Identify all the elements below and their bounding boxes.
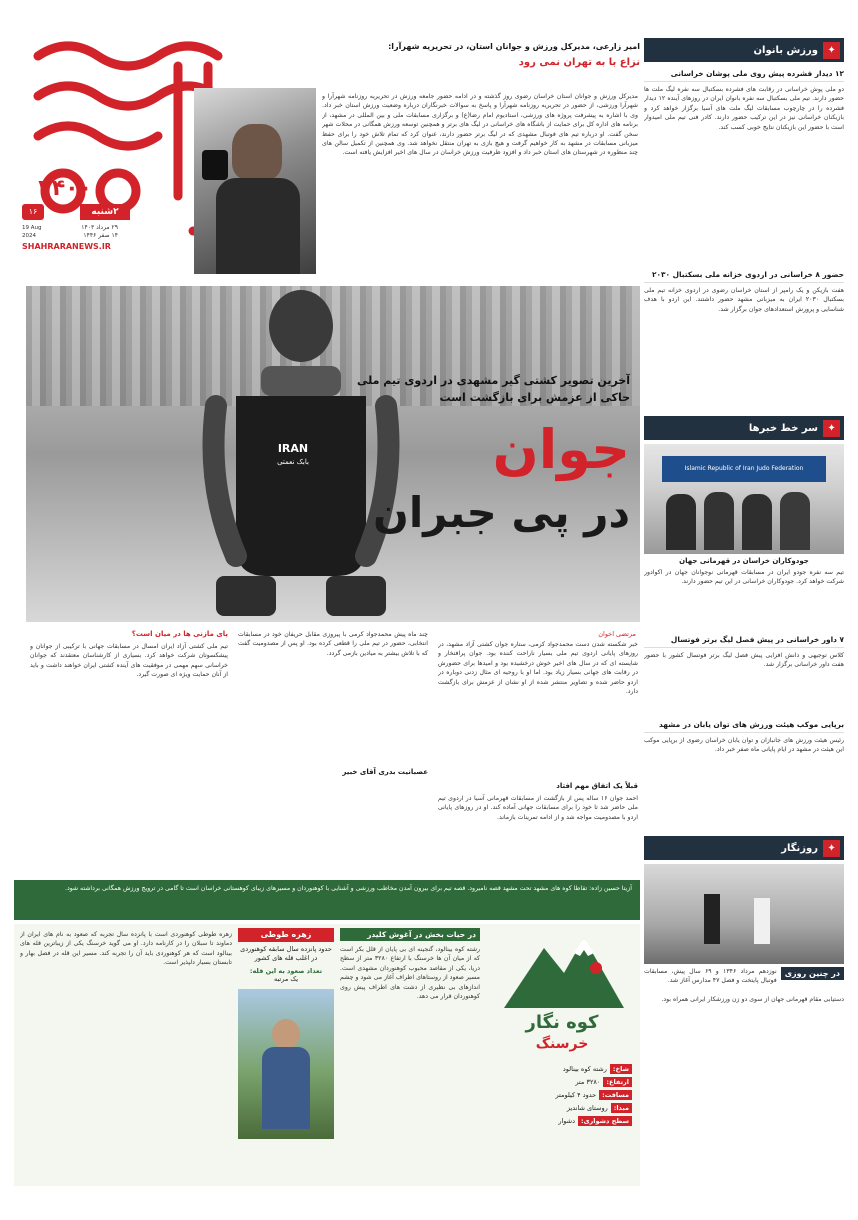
woman-card	[238, 928, 334, 1180]
section-women-sport	[644, 38, 844, 62]
date-ar: ۱۴ صفر ۱۴۴۶	[83, 232, 118, 239]
woman-photo-body	[262, 1047, 310, 1129]
mountain-fact-key: مسافت:	[599, 1090, 632, 1100]
article-col3-body: تیم ملی کشتی آزاد ایران امسال در مسابقات جهانی با ترکیبی از جوانان و پیشکسوتان شرکت خواهد کرد. بسیاری از کارشناسان معتقدند که جوانان خراسانی سهم مهمی در موفقیت های آینده کشتی ایران خواهند داشت و باید از آنان حمایت ویژه ای صورت گیرد.	[30, 643, 228, 679]
section-rooznegar	[644, 836, 844, 860]
article-q2: عصبانیت بدری آقای خبیر	[342, 768, 428, 776]
section-title: ورزش بانوان	[753, 44, 818, 56]
sec5-body: رئیس هیئت ورزش های جانبازان و توان یابان خراسان رضوی از برپایی موکب این هیئت در مشهد در ایام پایانی ماه صفر خبر داد.	[644, 737, 844, 754]
history-caption-row	[644, 967, 844, 995]
mountain-facts-panel	[484, 924, 640, 1186]
player-1	[704, 894, 720, 944]
woman-title: زهره طوطی	[238, 928, 334, 942]
player-2	[754, 898, 770, 944]
mountain-fact-key: شاخ:	[610, 1064, 632, 1074]
history-photo	[644, 864, 844, 964]
mountain-fact-value: حدود ۴ کیلومتر	[555, 1091, 597, 1099]
jersey-name: بابک نعمتی	[277, 458, 309, 466]
article-q3: پای مازنی ها در میان است؟	[131, 630, 228, 638]
date-fa: ۲۹ مرداد ۱۴۰۳	[81, 224, 118, 231]
section-headlines	[644, 416, 844, 440]
mountain-fact-value: دشوار	[558, 1117, 575, 1125]
mountain-facts	[492, 1064, 632, 1129]
woman-count-label: تعداد صعود به این قله:	[249, 967, 323, 975]
lead-kicker: امیر زارعی، مدیرکل ورزش و جوانان استان، در تحریریه شهرآرا:	[388, 42, 640, 51]
pages-badge: ۱۶	[22, 204, 44, 220]
mountain-label: کوه نگار	[525, 1012, 599, 1033]
mountain-fact-row	[492, 1103, 632, 1113]
woman-photo	[238, 989, 334, 1139]
lead-photo-person	[232, 124, 282, 180]
mountain-fact-row	[492, 1116, 632, 1126]
lead-photo	[194, 88, 316, 274]
date-en: 19 Aug 2024	[22, 225, 42, 239]
mountain-intro: آزیتا حسین زاده: تقاطا کوه های مشهد تحت مشهد قصه نامیرود. قصه تیم برای بیرون آمدن مخاطب ورزشی و آشنایی با کوهنوردان و مسیرهای زیبای کوهستانی خراسان است تا گامی در ترویج ورزش همگانی برداشته شود.	[64, 885, 632, 892]
mountain-intro-bar	[14, 880, 640, 920]
judo-banner: Islamic Republic of Iran Judo Federation	[662, 456, 826, 482]
hero-subtitle: آخرین تصویر کشتی گیر مشهدی در اردوی تیم ملی حاکی از عزمش برای بازگشت است	[356, 374, 630, 404]
jersey-iran: IRAN	[277, 442, 309, 455]
judoka-2	[704, 492, 734, 550]
lead-headline: نزاع با به تهران نمی رود	[518, 57, 640, 68]
article-author: مرتضی اخوان	[598, 630, 636, 638]
section-title: سر خط خبرها	[748, 422, 818, 434]
mountain-fact-key: مبدا:	[611, 1103, 632, 1113]
sec1-headline: ۱۲ دیدار فشرده پیش روی ملی پوشان خراسانی	[644, 68, 844, 82]
hero-title-line1: جوان	[492, 418, 630, 481]
lead-body: مدیرکل ورزش و جوانان استان خراسان رضوی روز گذشته و در ادامه حضور جامعه ورزش در تحریریه روزنامه شهرآرا و شهرآرا ورزشی، از حضور در تحریریه روزنامه شهرآرا و پاسخ به سوالات خبرنگاران درباره وضعیت ورزش استان خبر داد. وی با اشاره به پیشرفت پروژه های ورزشی، استادیوم امام رضا(ع) و برگزاری مسابقات ملی و بین المللی در مشهد، از برنامه های اداره کل برای حمایت از باشگاه های خراسانی در لیگ های برتر و همچنین توسعه ورزش همگانی در محلات شهر سخن گفت. او درباره تیم های فوتبال مشهدی که در لیگ برتر حضور دارند، عنوان کرد که تمام تلاش خود را برای حفظ میزبانی مسابقات در مشهد به کار خواهیم گرفت و هیچ بازی به تهران منتقل نخواهد شد. وی همچنین از تکمیل سالن های چند منظوره در شهرستان های استان خبر داد و افزود ظرفیت ورزش خراسان در سال های اخیر افزایش یافته است.	[322, 93, 638, 157]
day-badge: ۲شنبه	[80, 204, 130, 220]
history-caption: نوزدهم مرداد ۱۳۴۶ و ۶۹ سال پیش، مسابقات فوتبال پایتخت و فصل ۴۷ مدارس آغاز شد.	[644, 968, 777, 985]
woman-photo-head	[272, 1019, 300, 1049]
wrestler-article	[26, 626, 640, 876]
sec4-headline: ۷ داور خراسانی در پیش فصل لیگ برتر فوتسال	[644, 634, 844, 648]
sec2-body: هفت بازیکن و یک رامپر از استان خراسان رضوی در اردوی خزانه تیم ملی بسکتبال ۲۰۳۰ ایران به میزبانی مشهد حضور داشتند. این اردو با هدف شناسایی و پرورش استعدادهای جوان برگزار شد.	[644, 287, 844, 313]
judoka-1	[666, 494, 696, 550]
sec5-headline: برپایی موکب هیئت ورزش های توان یابان در مشهد	[644, 719, 844, 733]
mountain-icon	[504, 928, 624, 1008]
article-q1: قبلاً یک اتفاق مهم افتاد	[556, 782, 638, 790]
section-title: روزنگار	[781, 842, 818, 854]
article-col1-body2: احمد جوان ۱۶ ساله پس از بازگشت از مسابقات قهرمانی آسیا در اردوی تیم ملی حاضر شد تا خود را برای مسابقات جهانی آماده کند. او در روزهای پایانی اردو با مصدومیت مواجه شد و از ادامه تمرینات بازماند.	[438, 795, 638, 821]
right-column	[644, 38, 844, 1188]
mountain-left-body: زهره طوطی کوهنوردی است با پانزده سال تجربه که صعود به نام های ایران از دماوند تا سبلان را در کارنامه دارد. او می گوید خرسنگ یکی از زیباترین قله های بینالود است که هر کوهنوردی باید آن را تجربه کند. مسیر این قله در فصل بهار و تابستان بسیار دلپذیر است.	[20, 931, 232, 967]
mountain-fact-value: رشته کوه بینالود	[562, 1065, 607, 1073]
history-caption-head: در چنین روزی	[781, 967, 844, 980]
sec4-body: کلاس توجیهی و دانش افزایی پیش فصل لیگ برتر فوتسال کشور با حضور هفت داور خراسانی برگزار شد.	[644, 652, 844, 669]
issue-number: ۲۴۰۰	[38, 176, 92, 201]
judo-caption: جودوکاران خراسان در قهرمانی جهان	[679, 557, 809, 565]
mountain-fact-value: ۳۲۸۰ متر	[575, 1078, 601, 1086]
website[interactable]: SHAHRARANEWS.IR	[22, 242, 111, 251]
lead-header	[320, 40, 640, 88]
woman-sub: حدود پانزده سال سابقه کوهنوردی در اغلب قله های کشور	[240, 945, 332, 962]
mountain-fact-key: سطح دشواری:	[578, 1116, 632, 1126]
mountain-section	[14, 924, 640, 1186]
mountain-article	[340, 928, 480, 1180]
sec3-body: تیم سه نفره جودو ایران در مسابقات قهرمانی نوجوانان جهان در اکوادور شرکت خواهد کرد. جودوکاران خراسانی در این تیم حضور دارند.	[644, 569, 844, 586]
sec2-headline: حضور ۸ خراسانی در اردوی خزانه ملی بسکتبال ۲۰۳۰	[644, 269, 844, 283]
lead-photo-suit	[216, 178, 300, 274]
mountain-fact-key: ارتفاع:	[603, 1077, 632, 1087]
judo-photo	[644, 444, 844, 554]
sec1-body: دو ملی پوش خراسانی در رقابت های فشرده بسکتبال سه نفره لیگ ملت ها حضور دارند. تیم ملی بسکتبال سه نفره بانوان ایران در روزهای آینده ۱۲ دیدار فشرده را در چارچوب مسابقات لیگ ملت های آسیا برگزار خواهد کرد و بازیکنان خراسانی نیز در این ترکیب حضور دارند. کادر فنی تیم ملی امیدوار است با حضور این بازیکنان نتایج خوبی کسب کند.	[644, 86, 844, 131]
camera-icon	[202, 150, 228, 180]
hero-title-line2: در پی جبران	[372, 488, 630, 537]
woman-count-value: یک مرتبه	[273, 975, 299, 983]
judoka-3	[742, 494, 772, 550]
mountain-article-head: در حیات بخش در آغوش کلیدر	[340, 928, 480, 941]
mountain-fact-row	[492, 1090, 632, 1100]
section-icon: ✦	[823, 840, 840, 857]
mountain-fact-row	[492, 1064, 632, 1074]
article-col1-body: خبر شکسته شدن دست محمدجواد کرمی، ستاره جوان کشتی آزاد مشهد، در روزهای پایانی اردوی تیم ملی بسیار ناراحت کننده بود. جوان پرافتخار و شایسته ای که در سال های اخیر خوش درخشیده بود و امیدها برای حضورش در رقابت های جهانی بسیار زیاد بود. اما او با روحیه ای مثال زدنی دوباره در اردو حاضر شده و تصاویر منتشر شده از او نشان از عزمش برای بازگشت دارد.	[438, 641, 638, 696]
mountain-name: خرسنگ	[535, 1036, 589, 1052]
article-col2-body: چند ماه پیش محمدجواد کرمی با پیروزی مقابل حریفان خود در مسابقات انتخابی، حضور در تیم ملی را قطعی کرده بود. او پس از مصدومیت گفت که با تلاش بیشتر به میادین بازمی گردد.	[238, 631, 428, 657]
judoka-4	[780, 492, 810, 550]
mountain-fact-row	[492, 1077, 632, 1087]
sec6-body: دستیابی مقام قهرمانی جهان از سوی دو زن ورزشکار ایرانی همراه بود.	[661, 996, 844, 1003]
section-icon: ✦	[823, 42, 840, 59]
mountain-article-body: رشته کوه بینالود، گنجینه ای بی پایان از قلل بکر است که از میان آن ها خرسنگ با ارتفاع ۳۲۸۰ متر از سطح دریا، یکی از مقاصد محبوب کوهنوردان مشهدی است. مسیر صعود از روستاهای اطراف آغاز می شود و چشم اندازهای بی نظیری از دشت های اطراف پیش روی کوهنوردان قرار می دهد.	[340, 946, 480, 1001]
mountain-fact-value: روستای شاندیز	[566, 1104, 608, 1112]
section-icon: ✦	[823, 420, 840, 437]
